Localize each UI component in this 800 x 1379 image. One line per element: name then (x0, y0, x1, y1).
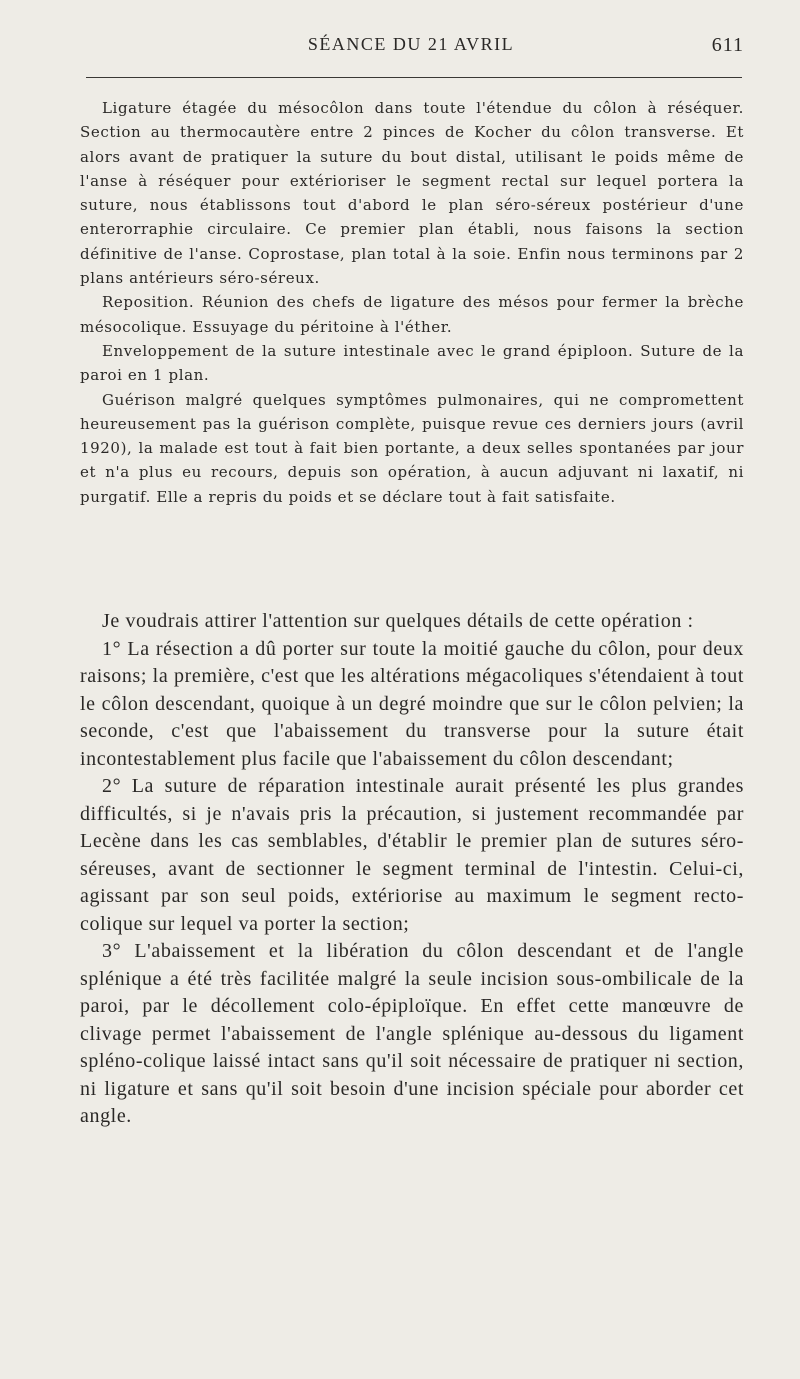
paragraph: Je voudrais attirer l'attention sur quelques détails de cette opération : (102, 610, 694, 632)
paragraph: 3° L'abaissement et la libération du côlon descendant et de l'angle splénique a été très facilitée malgré la seule incision sous-ombilicale de la paroi, par le décollement colo-épiploïque. En effet cette manœuvre de clivage permet l'abaissement de l'angle splénique au-dessous du ligament spléno-colique laissé intact sans qu'il soit nécessaire de pratiquer ni section, ni ligature et sans qu'il soit besoin d'une incision spéciale pour aborder cet angle. (80, 940, 744, 1127)
running-title: SÉANCE DU 21 AVRIL (307, 34, 515, 54)
commentary-text (80, 608, 744, 1131)
paragraph: Reposition. Réunion des chefs de ligature des mésos pour fermer la brèche mésocolique. Essuyage du péritoine à l'éther. (80, 293, 744, 336)
page-number: 611 (711, 34, 744, 56)
paragraph: Enveloppement de la suture intestinale avec le grand épiploon. Suture de la paroi en 1 plan. (80, 341, 744, 385)
case-report-text (80, 96, 744, 509)
paragraph: 2° La suture de réparation intestinale aurait présenté les plus grandes difficultés, si je n'avais pris la précaution, si justement recommandée par Lecène dans les cas semblables, d'établir le premier plan de sutures séro-séreuses, avant de sectionner le segment terminal de l'intestin. Celui-ci, agissant par son seul poids, extériorise au maximum le segment recto-colique sur lequel va porter la section; (80, 775, 744, 935)
paragraph: 1° La résection a dû porter sur toute la moitié gauche du côlon, pour deux raisons; la première, c'est que les altérations mégacoliques s'étendaient à tout le côlon descendant, quoique à un degré moindre que sur le côlon pelvien; la seconde, c'est que l'abaissement du transverse pour la suture était incontestablement plus facile que l'abaissement du côlon descendant; (80, 637, 744, 770)
header-rule (86, 77, 742, 78)
paragraph: Ligature étagée du mésocôlon dans toute l'étendue du côlon à réséquer. Section au thermocautère entre 2 pinces de Kocher du côlon transverse. Et alors avant de pratiquer la suture du bout distal, utilisant le poids même de l'anse à réséquer pour extérioriser le segment rectal sur lequel portera la suture, nous établissons tout d'abord le plan séro-séreux postérieur d'une enterorraphie circulaire. Ce premier plan établi, nous faisons la section définitive de l'anse. Coprostase, plan total à la soie. Enfin nous terminons par 2 plans antérieurs séro-séreux. (80, 99, 744, 288)
paragraph: Guérison malgré quelques symptômes pulmonaires, qui ne compromettent heureusement pas la guérison complète, puisque revue ces derniers jours (avril 1920), la malade est tout à fait bien portante, a deux selles spontanées par jour et n'a plus eu recours, depuis son opération, à aucun adjuvant ni laxatif, ni purgatif. Elle a repris du poids et se déclare tout à fait satisfaite. (80, 390, 744, 506)
running-header (78, 32, 744, 62)
